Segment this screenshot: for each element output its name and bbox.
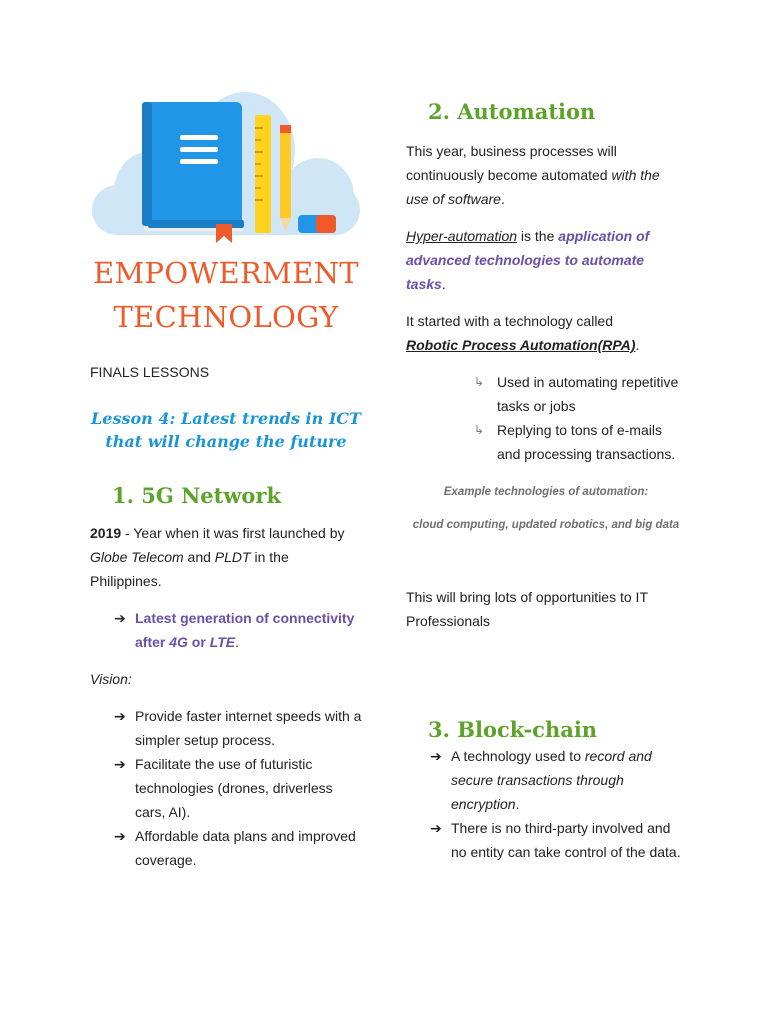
list-item: ↳ Used in automating repetitive tasks or jobs <box>474 370 686 418</box>
book-and-stationery-illustration <box>90 80 362 245</box>
lesson-title <box>90 407 362 453</box>
right-column <box>406 98 686 864</box>
heading-block-chain: 3. Block-chain <box>428 717 598 742</box>
opportunities-paragraph: This will bring lots of opportunities to IT Professionals <box>406 589 648 629</box>
arrow-icon: ➔ <box>114 708 126 724</box>
5g-launch-paragraph: 2019 - Year when it was first launched by Globe Telecom and PLDT in the Philippines. <box>90 525 345 589</box>
subdirectory-arrow-icon: ↳ <box>474 375 485 389</box>
5g-definition-list <box>90 606 362 654</box>
title-line-2: TECHNOLOGY <box>113 300 339 334</box>
rpa-paragraph: It started with a technology called Robotic Process Automation(RPA). <box>406 313 640 353</box>
heading-5g-network: 1. 5G Network <box>112 483 282 508</box>
example-technologies: cloud computing, updated robotics, and big data <box>412 519 680 531</box>
rpa-uses-list <box>406 370 686 466</box>
hyper-automation-term: Hyper-automation <box>406 228 518 244</box>
launch-year: 2019 <box>90 525 122 541</box>
vision-list <box>90 704 362 872</box>
list-item: ➔ Provide faster internet speeds with a simpler setup process. <box>114 704 362 752</box>
rpa-term: Robotic Process Automation(RPA) <box>406 337 636 353</box>
example-label: Example technologies of automation: <box>443 486 649 498</box>
vision-label: Vision: <box>90 671 132 687</box>
list-item: ➔ There is no third-party involved and no entity can take control of the data. <box>430 816 686 864</box>
hyper-automation-paragraph: Hyper-automation is the application of advanced technologies to automate tasks. <box>406 228 650 292</box>
left-column <box>90 80 362 872</box>
arrow-icon: ➔ <box>430 748 442 764</box>
arrow-icon: ➔ <box>114 756 126 772</box>
company-globe: Globe Telecom <box>90 549 184 565</box>
subdirectory-arrow-icon: ↳ <box>474 423 485 437</box>
page-title <box>90 251 362 339</box>
block-chain-list <box>406 744 686 864</box>
arrow-icon: ➔ <box>430 820 442 836</box>
list-item: ➔ Facilitate the use of futuristic technologies (drones, driverless cars, AI). <box>114 752 362 824</box>
list-item: ➔ Latest generation of connectivity after 4G or LTE. <box>114 606 362 654</box>
arrow-icon: ➔ <box>114 828 126 844</box>
automation-intro: This year, business processes will continuously become automated with the use of software. <box>406 143 660 207</box>
list-item: ➔ A technology used to record and secure transactions through encryption. <box>430 744 686 816</box>
list-item: ➔ Affordable data plans and improved coverage. <box>114 824 362 872</box>
title-line-1: EMPOWERMENT <box>93 256 359 290</box>
lesson-line-2: that will change the future <box>105 432 347 451</box>
lesson-line-1: Lesson 4: Latest trends in ICT <box>91 409 361 428</box>
arrow-icon: ➔ <box>114 610 126 626</box>
list-item: ↳ Replying to tons of e-mails and processing transactions. <box>474 418 686 466</box>
finals-label: FINALS LESSONS <box>90 364 210 380</box>
heading-automation: 2. Automation <box>428 99 596 124</box>
company-pldt: PLDT <box>214 549 251 565</box>
